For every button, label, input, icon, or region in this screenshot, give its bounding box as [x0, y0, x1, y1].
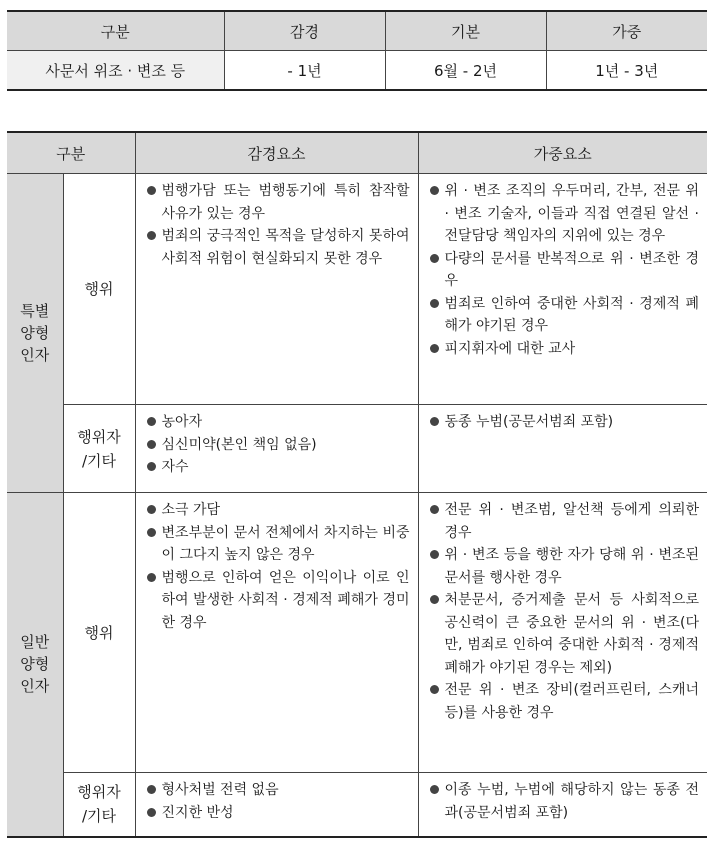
- general-act-mitigating-cell: [135, 493, 418, 773]
- special-actor-label: [63, 405, 135, 493]
- special-actor-aggravating-cell: [418, 405, 707, 493]
- range-header-category: 구분: [7, 11, 224, 51]
- factors-header-mitigating: 감경요소: [135, 132, 418, 174]
- general-act-mitigating-list: [146, 499, 410, 634]
- factors-header-category: 구분: [7, 132, 135, 174]
- range-aggravated-value: 1년 - 3년: [546, 51, 707, 91]
- general-act-aggravating-cell: [418, 493, 707, 773]
- list-item: 전문 위 · 변조범, 알선책 등에게 의뢰한 경우: [429, 499, 700, 544]
- list-item: 범행으로 인하여 얻은 이익이나 이로 인하여 발생한 사회적 · 경제적 폐해가 경미한 경우: [146, 567, 410, 635]
- special-actor-mitigating-cell: [135, 405, 418, 493]
- list-item: 처분문서, 증거제출 문서 등 사회적으로 공신력이 큰 중요한 문서의 위 · 변조(다만, 범죄로 인하여 중대한 사회적 · 경제적 폐해가 야기된 경우는 제외): [429, 589, 700, 679]
- general-act-label: [63, 493, 135, 773]
- special-factors-label: [7, 174, 63, 493]
- special-act-label: [63, 174, 135, 405]
- list-item: 심신미약(본인 책임 없음): [146, 434, 410, 457]
- range-header-aggravated: 가중: [546, 11, 707, 51]
- range-basic-value: 6월 - 2년: [385, 51, 546, 91]
- general-actor-aggravating-list: [429, 779, 700, 824]
- general-actor-label: [63, 773, 135, 837]
- list-item: 진지한 반성: [146, 802, 410, 825]
- general-factors-label: [7, 493, 63, 837]
- list-item: 위 · 변조 조직의 우두머리, 간부, 전문 위 · 변조 기술자, 이들과 직접 연결된 알선 · 전달담당 책임자의 지위에 있는 경우: [429, 180, 700, 248]
- general-act-label-text: 행위: [84, 623, 114, 642]
- list-item: 소극 가담: [146, 499, 410, 522]
- list-item: 변조부분이 문서 전체에서 차지하는 비중이 그다지 높지 않은 경우: [146, 522, 410, 567]
- range-row-label: 사문서 위조 · 변조 등: [7, 51, 224, 91]
- list-item: 위 · 변조 등을 행한 자가 당해 위 · 변조된 문서를 행사한 경우: [429, 544, 700, 589]
- special-factors-label-text: 특별 양형 인자: [20, 302, 50, 364]
- sentencing-range-header-row: [7, 11, 707, 51]
- factors-header-row: [7, 132, 707, 174]
- table-row: [7, 174, 707, 405]
- sentencing-range-table: [7, 10, 707, 91]
- list-item: 동종 누범(공문서범죄 포함): [429, 411, 700, 434]
- general-act-aggravating-list: [429, 499, 700, 724]
- general-actor-mitigating-cell: [135, 773, 418, 837]
- general-factors-label-text: 일반 양형 인자: [20, 633, 50, 696]
- special-act-mitigating-list: [146, 180, 410, 270]
- special-act-aggravating-list: [429, 180, 700, 360]
- range-header-basic: 기본: [385, 11, 546, 51]
- range-mitigated-value: - 1년: [224, 51, 385, 91]
- list-item: 농아자: [146, 411, 410, 434]
- list-item: 자수: [146, 456, 410, 479]
- list-item: 범죄로 인하여 중대한 사회적 · 경제적 폐해가 야기된 경우: [429, 293, 700, 338]
- list-item: 범죄의 궁극적인 목적을 달성하지 못하여 사회적 위험이 현실화되지 못한 경우: [146, 225, 410, 270]
- sentencing-factors-table: [7, 131, 707, 838]
- list-item: 전문 위 · 변조 장비(컬러프린터, 스캐너 등)를 사용한 경우: [429, 679, 700, 724]
- factors-header-aggravating: 가중요소: [418, 132, 707, 174]
- general-actor-aggravating-cell: [418, 773, 707, 837]
- special-actor-aggravating-list: [429, 411, 700, 434]
- table-row: [7, 405, 707, 493]
- table-row: [7, 51, 707, 91]
- special-act-label-text: 행위: [84, 280, 114, 298]
- list-item: 피지휘자에 대한 교사: [429, 338, 700, 361]
- special-actor-label-text: 행위자 /기타: [77, 427, 121, 470]
- list-item: 다량의 문서를 반복적으로 위 · 변조한 경우: [429, 248, 700, 293]
- general-actor-label-text: 행위자 /기타: [77, 783, 121, 826]
- general-actor-mitigating-list: [146, 779, 410, 824]
- list-item: 이종 누범, 누범에 해당하지 않는 동종 전과(공문서범죄 포함): [429, 779, 700, 824]
- special-act-aggravating-cell: [418, 174, 707, 405]
- list-item: 형사처벌 전력 없음: [146, 779, 410, 802]
- table-row: [7, 773, 707, 837]
- table-row: [7, 493, 707, 773]
- list-item: 범행가담 또는 범행동기에 특히 참작할 사유가 있는 경우: [146, 180, 410, 225]
- special-actor-mitigating-list: [146, 411, 410, 479]
- range-header-mitigated: 감경: [224, 11, 385, 51]
- special-act-mitigating-cell: [135, 174, 418, 405]
